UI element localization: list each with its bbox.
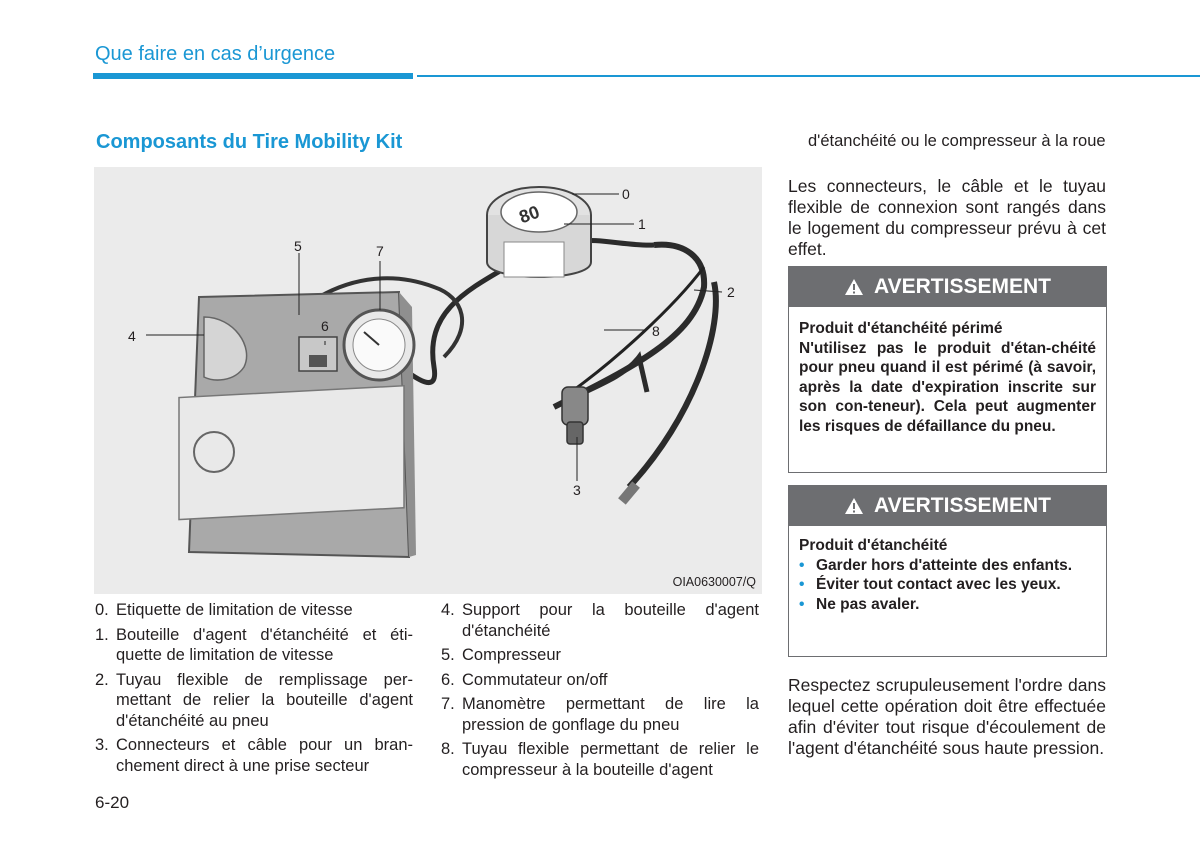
item-number: 4. xyxy=(441,601,455,619)
warning-header xyxy=(789,267,1106,307)
bullet-item xyxy=(799,575,1096,595)
item-number: 6. xyxy=(441,670,455,689)
item-number: 1. xyxy=(95,625,109,644)
item-text: Bouteille d'agent d'étanchéité et éti-quette de limitation de vitesse xyxy=(116,625,413,664)
list-item xyxy=(95,625,413,666)
callout-6: 6 xyxy=(321,318,329,334)
callout-8: 8 xyxy=(652,323,660,339)
warning-title: Produit d'étanchéité périmé xyxy=(799,320,1003,337)
list-item xyxy=(441,739,759,780)
callout-4: 4 xyxy=(128,328,136,344)
bullet-dot-icon: • xyxy=(799,595,805,613)
warning-triangle-icon xyxy=(844,497,864,515)
item-text: Manomètre permettant de lire la pression de gonflage du pneu xyxy=(462,695,759,734)
paragraph-storage: Les connecteurs, le câble et le tuyau flexible de connexion sont rangés dans le logement du compresseur prévu à cet effet. xyxy=(788,176,1106,259)
bullet-item xyxy=(799,595,1096,615)
list-item xyxy=(441,670,759,691)
callout-0: 0 xyxy=(622,186,630,202)
item-number: 8. xyxy=(441,740,455,758)
kit-illustration xyxy=(94,167,762,594)
item-text: Tuyau flexible de remplissage per-mettant de relier la bouteille d'agent d'étanchéité au pneu xyxy=(116,670,413,730)
continued-text: d'étanchéité ou le compresseur à la roue xyxy=(808,132,1106,150)
callout-2: 2 xyxy=(727,284,735,300)
item-number: 3. xyxy=(95,736,109,754)
header-rule-thin xyxy=(417,75,1200,77)
list-item xyxy=(441,645,759,666)
item-number: 5. xyxy=(441,646,455,664)
list-item xyxy=(441,694,759,735)
list-item xyxy=(95,600,413,621)
warning-triangle-icon xyxy=(844,278,864,296)
callout-3: 3 xyxy=(573,482,581,498)
item-text: Tuyau flexible permettant de relier le compresseur à la bouteille d'agent xyxy=(462,740,759,779)
callout-7: 7 xyxy=(376,243,384,259)
item-number: 0. xyxy=(95,601,109,619)
running-header: Que faire en cas d’urgence xyxy=(95,43,336,65)
item-number: 2. xyxy=(95,670,109,689)
kit-drawing xyxy=(94,167,762,594)
warning-text: N'utilisez pas le produit d'étan-chéité pour pneu quand il est périmé (à savoir, après la date d'expiration inscrite sur son con-teneur). Cela peut augmenter les risques de défaillance du pneu. xyxy=(799,339,1096,435)
warning-label: AVERTISSEMENT xyxy=(874,494,1051,517)
list-item xyxy=(95,670,413,732)
section-title: Composants du Tire Mobility Kit xyxy=(96,131,403,153)
paragraph-order: Respectez scrupuleusement l'ordre dans lequel cette opération doit être effectuée afin d'éviter tout risque d'écoulement de l'agent d'étanchéité sous haute pression. xyxy=(788,675,1106,758)
bullet-dot-icon: • xyxy=(799,576,805,593)
warning-header xyxy=(789,486,1106,526)
item-text: Connecteurs et câble pour un bran-chement direct à une prise secteur xyxy=(116,736,413,775)
svg-text:80: 80 xyxy=(516,201,543,228)
warning-box-expired xyxy=(788,266,1107,473)
item-number: 7. xyxy=(441,695,455,713)
item-text: Commutateur on/off xyxy=(462,670,608,689)
item-text: Support pour la bouteille d'agent d'étanchéité xyxy=(462,601,759,640)
component-list-left xyxy=(95,600,413,780)
callout-5: 5 xyxy=(294,238,302,254)
warning-box-sealant xyxy=(788,485,1107,657)
figure-code: OIA0630007/Q xyxy=(672,575,756,589)
bullet-dot-icon: • xyxy=(799,556,805,574)
header-rule-thick xyxy=(93,73,413,79)
callout-1: 1 xyxy=(638,216,646,232)
warning-label: AVERTISSEMENT xyxy=(874,275,1051,298)
warning-title: Produit d'étanchéité xyxy=(799,537,948,554)
bullet-text: Ne pas avaler. xyxy=(816,595,920,613)
page-number: 6-20 xyxy=(95,793,130,812)
list-item xyxy=(441,600,759,641)
item-text: Compresseur xyxy=(462,646,562,664)
item-text: Etiquette de limitation de vitesse xyxy=(116,601,353,619)
bullet-item xyxy=(799,556,1096,576)
list-item xyxy=(95,735,413,776)
bullet-text: Garder hors d'atteinte des enfants. xyxy=(816,556,1073,574)
component-list-right xyxy=(441,600,759,784)
bullet-text: Éviter tout contact avec les yeux. xyxy=(816,576,1061,593)
